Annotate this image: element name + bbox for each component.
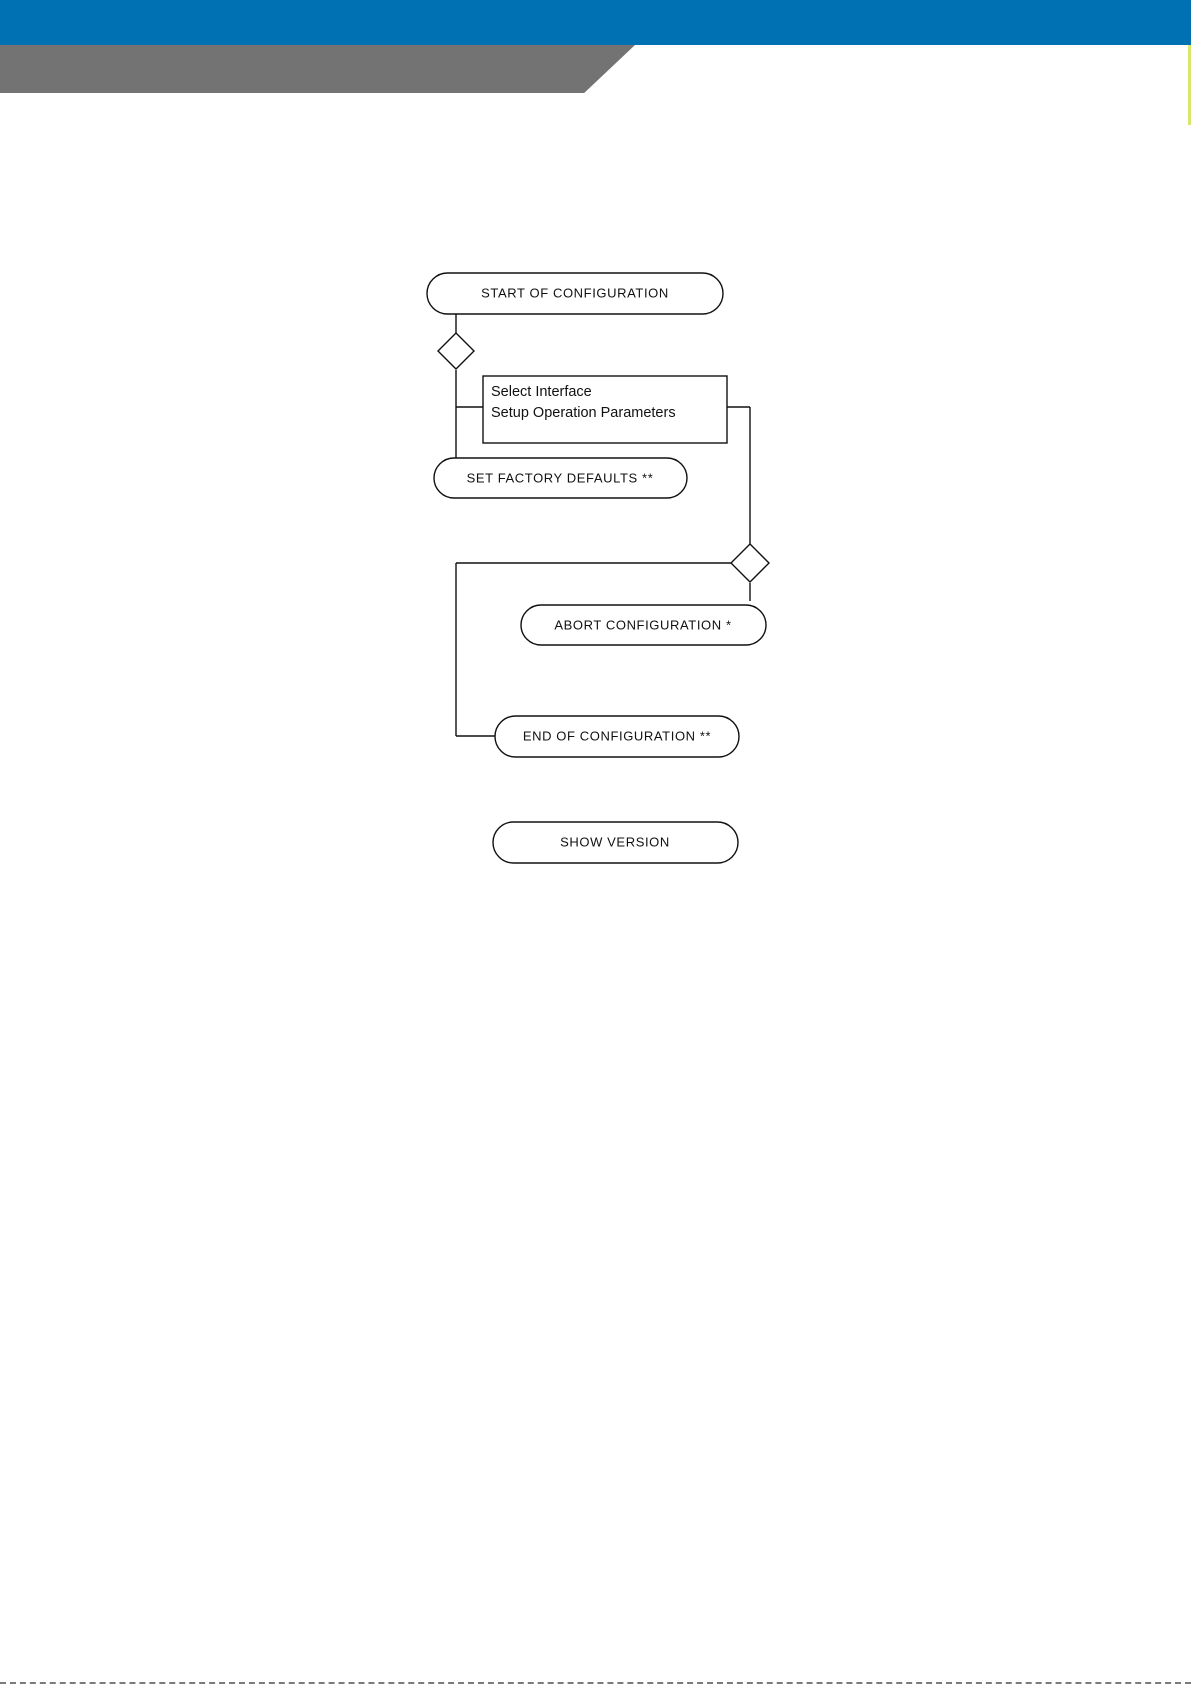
page-bottom-dashed-rule xyxy=(0,1682,1191,1684)
select-interface-label: Select Interface xyxy=(491,384,592,400)
show-version-label: SHOW VERSION xyxy=(560,834,670,850)
decision-diamond-top xyxy=(438,333,474,369)
setup-operation-parameters-label: Setup Operation Parameters xyxy=(491,405,676,421)
end-label: END OF CONFIGURATION ** xyxy=(522,728,712,744)
decision-diamond-lower xyxy=(731,544,769,582)
abort-label: ABORT CONFIGURATION * xyxy=(554,617,732,633)
start-label: START OF CONFIGURATION xyxy=(481,285,669,301)
factory-defaults-label: SET FACTORY DEFAULTS ** xyxy=(466,470,654,486)
